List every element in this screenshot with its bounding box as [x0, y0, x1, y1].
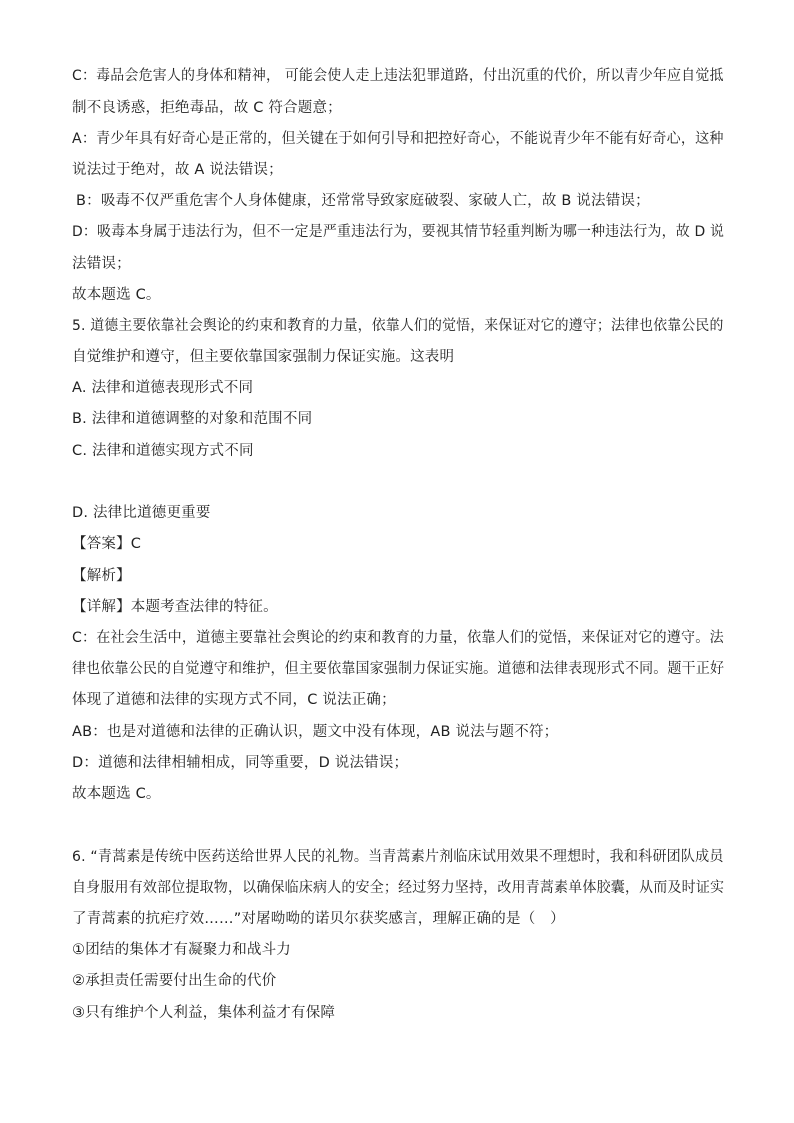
- text-line: D：道德和法律相辅相成，同等重要，D 说法错误；: [72, 755, 409, 771]
- option-b: B. 法律和道德调整的对象和范围不同: [72, 411, 313, 427]
- text-line: 说法过于绝对，故 A 说法错误；: [72, 162, 283, 178]
- text-line: C：毒品会危害人的身体和精神， 可能会使人走上违法犯罪道路，付出沉重的代价，所以青少年应自觉抵: [72, 68, 724, 84]
- option-c: C. 法律和道德实现方式不同: [72, 443, 254, 459]
- text-line: AB：也是对道德和法律的正确认识，题文中没有体现，AB 说法与题不符；: [72, 724, 559, 740]
- detail-line: 【详解】本题考查法律的特征。: [72, 599, 278, 615]
- question-stem: 了青蒿素的抗疟疗效……”对屠呦呦的诺贝尔获奖感言，理解正确的是（ ）: [72, 911, 565, 927]
- text-line: B：吸毒不仅严重危害个人身体健康，还常常导致家庭破裂、家破人亡，故 B 说法错误；: [76, 193, 650, 209]
- text-line: D：吸毒本身属于违法行为，但不一定是严重违法行为，要视其情节轻重判断为哪一种违法行为，故 D 说: [72, 224, 725, 240]
- question-stem: 5. 道德主要依靠社会舆论的约束和教育的力量，依靠人们的觉悟，来保证对它的遵守；法律也依靠公民的: [72, 318, 724, 334]
- text-line: 故本题选 C。: [72, 786, 161, 802]
- text-line: 体现了道德和法律的实现方式不同，C 说法正确；: [72, 692, 396, 708]
- choice-3: ③只有维护个人利益，集体利益才有保障: [72, 1005, 336, 1021]
- text-line: A：青少年具有好奇心是正常的，但关键在于如何引导和把控好奇心，不能说青少年不能有好奇心，这种: [72, 131, 724, 147]
- question-stem: 6. “青蒿素是传统中医药送给世界人民的礼物。当青蒿素片剂临床试用效果不理想时，我和科研团队成员: [72, 849, 724, 865]
- text-line: C：在社会生活中，道德主要靠社会舆论的约束和教育的力量，依靠人们的觉悟，来保证对它的遵守。法: [72, 630, 724, 646]
- text-line: 律也依靠公民的自觉遵守和维护，但主要依靠国家强制力保证实施。道德和法律表现形式不同。题干正好: [72, 661, 725, 677]
- analysis-label: 【解析】: [72, 568, 131, 584]
- text-line: 制不良诱惑，拒绝毒品，故 C 符合题意；: [72, 100, 342, 116]
- question-stem: 自身服用有效部位提取物，以确保临床病人的安全；经过努力坚持，改用青蒿素单体胶囊，从而及时证实: [72, 880, 725, 896]
- option-a: A. 法律和道德表现形式不同: [72, 380, 254, 396]
- answer-label: 【答案】C: [72, 536, 142, 552]
- text-line: 故本题选 C。: [72, 287, 161, 303]
- text-line: 法错误；: [72, 256, 131, 272]
- choice-1: ①团结的集体才有凝聚力和战斗力: [72, 942, 291, 958]
- question-stem: 自觉维护和遵守，但主要依靠国家强制力保证实施。这表明: [72, 349, 455, 365]
- option-d: D. 法律比道德更重要: [72, 505, 211, 521]
- choice-2: ②承担责任需要付出生命的代价: [72, 973, 277, 989]
